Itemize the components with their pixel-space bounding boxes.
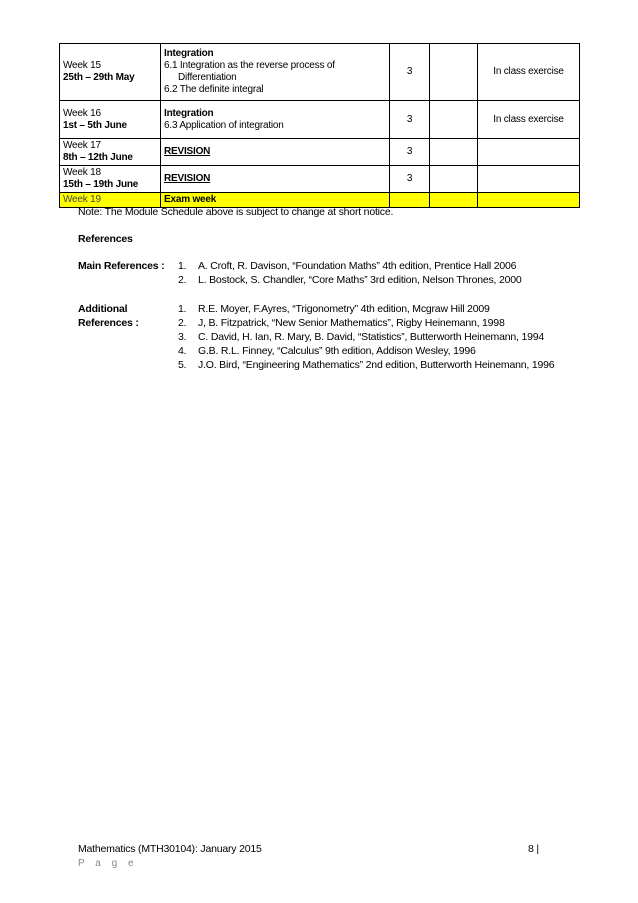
table-row <box>60 44 580 101</box>
method-cell: In class exercise <box>478 44 580 101</box>
additional-label-line: References : <box>78 317 139 329</box>
list-item <box>178 302 554 316</box>
ref-text: J.O. Bird, “Engineering Mathematics” 2nd edition, Butterworth Heinemann, 1996 <box>198 359 555 371</box>
table-row <box>60 166 580 193</box>
week-dates: 8th – 12th June <box>63 152 133 163</box>
main-references-list <box>178 259 522 287</box>
additional-label-line: Additional <box>78 303 128 315</box>
week-label: Week 17 <box>63 140 101 151</box>
module-schedule-table <box>59 43 580 208</box>
footer-page-word: P a g e <box>78 858 138 869</box>
ref-number: 1. <box>178 303 187 315</box>
topic-title: Integration <box>164 48 214 59</box>
topic-cell <box>161 166 390 193</box>
ref-text: G.B. R.L. Finney, “Calculus” 9th edition, Addison Wesley, 1996 <box>198 345 476 357</box>
list-item <box>178 273 522 287</box>
references-heading: References <box>78 233 133 245</box>
topic-title: REVISION <box>164 146 211 157</box>
topic-cell <box>161 101 390 139</box>
additional-references-label <box>78 302 139 330</box>
list-item <box>178 344 554 358</box>
list-item <box>178 330 554 344</box>
empty-cell <box>430 139 478 166</box>
list-item <box>178 316 554 330</box>
footer-page-number: 8 | <box>528 843 539 855</box>
topic-cell <box>161 139 390 166</box>
method-cell <box>478 139 580 166</box>
ref-number: 4. <box>178 345 187 357</box>
topic-line: Differentiation <box>178 72 237 83</box>
ref-number: 5. <box>178 359 187 371</box>
schedule-note: Note: The Module Schedule above is subject to change at short notice. <box>78 206 394 218</box>
empty-cell <box>430 166 478 193</box>
week-cell <box>60 101 161 139</box>
topic-cell <box>161 44 390 101</box>
ref-number: 2. <box>178 317 187 329</box>
main-references-label: Main References : <box>78 260 165 272</box>
footer-course-title: Mathematics (MTH30104): January 2015 <box>78 843 262 855</box>
week-cell <box>60 139 161 166</box>
week-label: Week 16 <box>63 107 101 119</box>
ref-number: 2. <box>178 274 187 286</box>
ref-number: 3. <box>178 331 187 343</box>
ref-text: A. Croft, R. Davison, “Foundation Maths” 4th edition, Prentice Hall 2006 <box>198 260 517 272</box>
hours-cell: 3 <box>390 44 430 101</box>
hours-cell: 3 <box>390 139 430 166</box>
week-dates: 1st – 5th June <box>63 119 127 131</box>
topic-title: Integration <box>164 107 214 119</box>
hours-cell: 3 <box>390 166 430 193</box>
week-cell <box>60 166 161 193</box>
empty-cell <box>430 193 478 208</box>
topic-line: 6.1 Integration as the reverse process of <box>164 60 335 71</box>
ref-text: C. David, H. Ian, R. Mary, B. David, “Statistics”, Butterworth Heinemann, 1994 <box>198 331 545 343</box>
additional-references-list <box>178 302 554 372</box>
week-label: Week 18 <box>63 167 101 178</box>
empty-cell <box>430 101 478 139</box>
hours-cell <box>390 193 430 208</box>
week-dates: 25th – 29th May <box>63 72 135 83</box>
list-item <box>178 259 522 273</box>
ref-text: J, B. Fitzpatrick, “New Senior Mathematics”, Rigby Heinemann, 1998 <box>198 317 505 329</box>
topic-title: REVISION <box>164 173 211 184</box>
hours-cell: 3 <box>390 101 430 139</box>
table-row <box>60 139 580 166</box>
table-row <box>60 101 580 139</box>
ref-number: 1. <box>178 260 187 272</box>
week-label: Week 19 <box>63 194 101 205</box>
ref-text: L. Bostock, S. Chandler, “Core Maths” 3rd edition, Nelson Thrones, 2000 <box>198 274 522 286</box>
method-cell <box>478 193 580 208</box>
list-item <box>178 358 554 372</box>
topic-line: 6.2 The definite integral <box>164 84 264 95</box>
method-cell <box>478 166 580 193</box>
week-dates: 15th – 19th June <box>63 179 139 190</box>
topic-line: 6.3 Application of integration <box>164 119 284 131</box>
topic-title: Exam week <box>164 194 217 205</box>
method-cell: In class exercise <box>478 101 580 139</box>
ref-text: R.E. Moyer, F.Ayres, “Trigonometry” 4th edition, Mcgraw Hill 2009 <box>198 303 490 315</box>
empty-cell <box>430 44 478 101</box>
week-cell <box>60 44 161 101</box>
week-label: Week 15 <box>63 60 101 71</box>
